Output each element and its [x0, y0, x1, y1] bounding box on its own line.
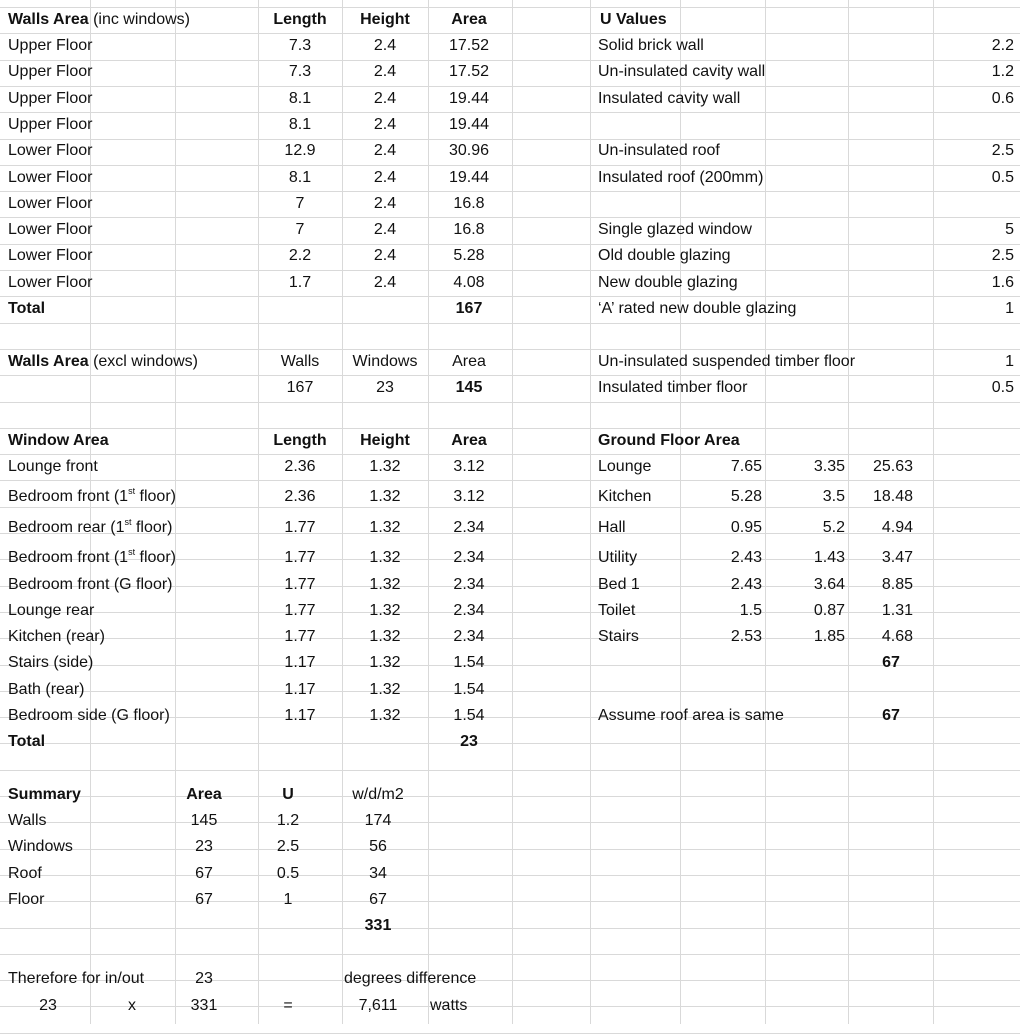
- window-location-label[interactable]: [8, 600, 258, 622]
- window-height[interactable]: 1.32: [369, 654, 401, 671]
- wall-length[interactable]: 2.2: [288, 247, 312, 264]
- window-location-label[interactable]: [8, 456, 258, 478]
- window-length[interactable]: 2.36: [284, 488, 316, 505]
- wall-height[interactable]: 2.4: [373, 221, 397, 238]
- window-area-title[interactable]: Window Area: [8, 432, 109, 449]
- room-width[interactable]: 3.35: [813, 458, 845, 475]
- wall-height[interactable]: 2.4: [373, 142, 397, 159]
- window-label-text: Bedroom front (G floor): [8, 576, 173, 593]
- calc-label[interactable]: Therefore for in/out: [8, 970, 145, 987]
- column-header-area[interactable]: Area: [451, 432, 487, 449]
- room-area[interactable]: 8.85: [881, 576, 913, 593]
- calc-times-sign[interactable]: x: [128, 997, 136, 1014]
- summary-item-label[interactable]: Floor: [8, 891, 45, 908]
- ground-floor-title[interactable]: Ground Floor Area: [598, 432, 740, 449]
- u-value-number[interactable]: 1.2: [991, 63, 1014, 80]
- summary-area[interactable]: 145: [190, 812, 218, 829]
- wall-length[interactable]: 7.3: [288, 37, 312, 54]
- window-height[interactable]: 1.32: [369, 519, 401, 536]
- wall-floor-label[interactable]: Upper Floor: [8, 90, 93, 107]
- window-length[interactable]: 1.77: [284, 549, 316, 566]
- column-header-walls[interactable]: Walls: [280, 353, 320, 370]
- wall-floor-label[interactable]: Lower Floor: [8, 221, 93, 238]
- grid-column-line: [590, 0, 591, 1024]
- wall-floor-label[interactable]: Lower Floor: [8, 247, 93, 264]
- summary-area[interactable]: 67: [195, 891, 213, 908]
- wall-floor-label[interactable]: Lower Floor: [8, 274, 93, 291]
- ordinal-suffix: st: [128, 546, 136, 557]
- window-height[interactable]: 1.32: [369, 488, 401, 505]
- column-header-height[interactable]: Height: [360, 11, 410, 28]
- walls-incl-title-bold: Walls Area: [8, 11, 89, 28]
- ground-floor-total[interactable]: 67: [882, 654, 900, 671]
- u-value-number[interactable]: 2.5: [991, 247, 1014, 264]
- roof-assumption-label[interactable]: Assume roof area is same: [598, 707, 784, 724]
- wall-length[interactable]: 7.3: [288, 63, 312, 80]
- room-label[interactable]: Toilet: [598, 602, 636, 619]
- grid-row-line: [0, 454, 1020, 455]
- grid-row-line: [0, 402, 1020, 403]
- window-label-text: Bedroom front (1: [8, 549, 129, 566]
- grid-row-line: [0, 428, 1020, 429]
- u-value-number[interactable]: 5: [1005, 221, 1014, 238]
- room-width[interactable]: 0.87: [813, 602, 845, 619]
- u-value-number[interactable]: 2.5: [991, 142, 1014, 159]
- room-width[interactable]: 1.85: [813, 628, 845, 645]
- column-header-windows[interactable]: Windows: [352, 353, 418, 370]
- wall-length[interactable]: 8.1: [288, 169, 312, 186]
- calc-degrees-label[interactable]: degrees difference: [344, 970, 477, 987]
- u-values-title[interactable]: U Values: [600, 11, 667, 28]
- window-label-text: Bedroom front (1: [8, 488, 129, 505]
- room-area[interactable]: 4.94: [881, 519, 913, 536]
- wall-area[interactable]: 19.44: [448, 169, 490, 186]
- room-label[interactable]: Lounge: [598, 458, 652, 475]
- window-height[interactable]: 1.32: [369, 549, 401, 566]
- walls-value[interactable]: 167: [286, 379, 314, 396]
- window-label-text: Bedroom side (G floor): [8, 707, 170, 724]
- window-length[interactable]: 1.77: [284, 628, 316, 645]
- window-label-text: Bedroom rear (1: [8, 519, 125, 536]
- calc-operand-degrees[interactable]: 23: [39, 997, 57, 1014]
- u-value-number[interactable]: 1: [1005, 353, 1014, 370]
- window-height[interactable]: 1.32: [369, 458, 401, 475]
- grid-row-line: [0, 770, 1020, 771]
- window-location-label[interactable]: [8, 517, 258, 539]
- wall-area[interactable]: 30.96: [448, 142, 490, 159]
- room-length[interactable]: 0.95: [730, 519, 762, 536]
- window-label-text: floor): [135, 488, 176, 505]
- room-width[interactable]: 1.43: [813, 549, 845, 566]
- grid-row-line: [0, 375, 1020, 376]
- u-value-material[interactable]: Un-insulated roof: [598, 142, 720, 159]
- room-area[interactable]: 25.63: [872, 458, 913, 475]
- summary-u-value[interactable]: 1.2: [276, 812, 300, 829]
- window-area[interactable]: 2.34: [453, 549, 485, 566]
- wall-height[interactable]: 2.4: [373, 247, 397, 264]
- window-location-label[interactable]: [8, 626, 258, 648]
- grid-row-line: [0, 954, 1020, 955]
- wall-height[interactable]: 2.4: [373, 195, 397, 212]
- summary-total[interactable]: 331: [364, 917, 392, 934]
- window-height[interactable]: 1.32: [369, 576, 401, 593]
- window-label-text: Lounge rear: [8, 602, 95, 619]
- room-width[interactable]: 3.64: [813, 576, 845, 593]
- window-length[interactable]: 1.77: [284, 602, 316, 619]
- window-height[interactable]: 1.32: [369, 681, 401, 698]
- wall-area[interactable]: 17.52: [448, 63, 490, 80]
- wall-floor-label[interactable]: Upper Floor: [8, 116, 93, 133]
- wall-floor-label[interactable]: Upper Floor: [8, 37, 93, 54]
- windows-total-label[interactable]: Total: [8, 733, 46, 750]
- u-value-number[interactable]: 1: [1005, 300, 1014, 317]
- grid-row-line: [0, 480, 1020, 481]
- window-label-text: Stairs (side): [8, 654, 94, 671]
- u-value-number[interactable]: 0.6: [991, 90, 1014, 107]
- u-value-number[interactable]: 2.2: [991, 37, 1014, 54]
- window-length[interactable]: 1.17: [284, 681, 316, 698]
- ordinal-suffix: st: [128, 485, 136, 496]
- window-area[interactable]: 3.12: [453, 488, 485, 505]
- room-length[interactable]: 2.43: [730, 576, 762, 593]
- wall-length[interactable]: 7: [295, 195, 305, 212]
- summary-header-wdm2[interactable]: w/d/m2: [352, 786, 404, 803]
- grid-row-line: [0, 7, 1020, 8]
- calc-result[interactable]: 7,611: [358, 997, 398, 1014]
- walls-incl-title[interactable]: [8, 9, 258, 31]
- room-length[interactable]: 2.43: [730, 549, 762, 566]
- walls-total-label[interactable]: Total: [8, 300, 46, 317]
- summary-wdm2[interactable]: 174: [364, 812, 392, 829]
- grid-row-line: [0, 112, 1020, 113]
- walls-total-value[interactable]: 167: [455, 300, 483, 317]
- window-length[interactable]: 1.77: [284, 576, 316, 593]
- window-area[interactable]: 2.34: [453, 519, 485, 536]
- room-width[interactable]: 5.2: [822, 519, 845, 536]
- summary-header-u[interactable]: U: [282, 786, 294, 803]
- summary-u-value[interactable]: 1: [283, 891, 293, 908]
- windows-value[interactable]: 23: [376, 379, 394, 396]
- grid-row-line: [0, 217, 1020, 218]
- window-location-label[interactable]: [8, 486, 258, 508]
- summary-item-label[interactable]: Roof: [8, 865, 42, 882]
- window-label-text: floor): [135, 549, 176, 566]
- wall-area[interactable]: 19.44: [448, 116, 490, 133]
- room-area[interactable]: 1.31: [881, 602, 913, 619]
- u-value-material[interactable]: Old double glazing: [598, 247, 731, 264]
- calc-operand-total[interactable]: 331: [190, 997, 218, 1014]
- wall-length[interactable]: 12.9: [284, 142, 316, 159]
- grid-row-line: [0, 323, 1020, 324]
- window-length[interactable]: 1.77: [284, 519, 316, 536]
- grid-column-line: [933, 0, 934, 1024]
- window-label-text: Bath (rear): [8, 681, 85, 698]
- wall-area[interactable]: 16.8: [453, 195, 485, 212]
- room-area[interactable]: 3.47: [881, 549, 913, 566]
- wall-floor-label[interactable]: Lower Floor: [8, 142, 93, 159]
- grid-row-line: [0, 33, 1020, 34]
- column-header-length[interactable]: Length: [273, 11, 327, 28]
- net-wall-area-value[interactable]: 145: [455, 379, 483, 396]
- summary-area[interactable]: 67: [195, 865, 213, 882]
- summary-u-value[interactable]: 2.5: [276, 838, 300, 855]
- room-area[interactable]: 18.48: [872, 488, 913, 505]
- column-header-area[interactable]: Area: [451, 11, 487, 28]
- window-area[interactable]: 1.54: [453, 654, 485, 671]
- window-location-label[interactable]: [8, 547, 258, 569]
- roof-area-value[interactable]: 67: [882, 707, 900, 724]
- grid-row-line: [0, 86, 1020, 87]
- window-label-text: Lounge front: [8, 458, 98, 475]
- grid-column-line: [512, 0, 513, 1024]
- summary-header-area[interactable]: Area: [186, 786, 222, 803]
- grid-row-line: [0, 165, 1020, 166]
- column-header-area[interactable]: Area: [452, 353, 486, 370]
- windows-total-value[interactable]: 23: [460, 733, 478, 750]
- u-value-number[interactable]: 0.5: [991, 169, 1014, 186]
- grid-row-line: [0, 296, 1020, 297]
- wall-height[interactable]: 2.4: [373, 169, 397, 186]
- window-location-label[interactable]: [8, 705, 258, 727]
- wall-height[interactable]: 2.4: [373, 274, 397, 291]
- window-label-text: Kitchen (rear): [8, 628, 105, 645]
- walls-excl-title-rest: (excl windows): [88, 353, 198, 370]
- room-label[interactable]: Kitchen: [598, 488, 652, 505]
- summary-wdm2[interactable]: 56: [369, 838, 387, 855]
- window-location-label[interactable]: [8, 679, 258, 701]
- wall-height[interactable]: 2.4: [373, 116, 397, 133]
- u-value-material[interactable]: Insulated cavity wall: [598, 90, 741, 107]
- u-value-material[interactable]: Solid brick wall: [598, 37, 704, 54]
- walls-incl-title-rest: (inc windows): [88, 11, 190, 28]
- room-label[interactable]: Bed 1: [598, 576, 640, 593]
- window-length[interactable]: 1.17: [284, 707, 316, 724]
- summary-wdm2[interactable]: 67: [369, 891, 387, 908]
- u-value-material[interactable]: New double glazing: [598, 274, 738, 291]
- walls-excl-title[interactable]: [8, 351, 258, 373]
- wall-height[interactable]: 2.4: [373, 90, 397, 107]
- wall-length[interactable]: 8.1: [288, 116, 312, 133]
- u-value-number[interactable]: 0.5: [991, 379, 1014, 396]
- window-area[interactable]: 2.34: [453, 576, 485, 593]
- room-width[interactable]: 3.5: [822, 488, 845, 505]
- calc-degrees[interactable]: 23: [195, 970, 213, 987]
- grid-column-line: [342, 0, 343, 1024]
- wall-floor-label[interactable]: Lower Floor: [8, 195, 93, 212]
- window-area[interactable]: 1.54: [453, 681, 485, 698]
- grid-row-line: [0, 270, 1020, 271]
- summary-u-value[interactable]: 0.5: [276, 865, 300, 882]
- window-area[interactable]: 2.34: [453, 602, 485, 619]
- wall-area[interactable]: 17.52: [448, 37, 490, 54]
- wall-length[interactable]: 8.1: [288, 90, 312, 107]
- room-label[interactable]: Hall: [598, 519, 626, 536]
- u-value-material[interactable]: Single glazed window: [598, 221, 752, 238]
- walls-excl-title-bold: Walls Area: [8, 353, 89, 370]
- window-height[interactable]: 1.32: [369, 628, 401, 645]
- room-length[interactable]: 1.5: [739, 602, 762, 619]
- wall-height[interactable]: 2.4: [373, 37, 397, 54]
- summary-title[interactable]: Summary: [8, 786, 81, 803]
- window-label-text: floor): [131, 519, 173, 536]
- calc-equals-sign[interactable]: =: [283, 997, 293, 1014]
- summary-wdm2[interactable]: 34: [369, 865, 387, 882]
- wall-area[interactable]: 4.08: [453, 274, 485, 291]
- room-label[interactable]: Stairs: [598, 628, 639, 645]
- u-value-material[interactable]: Insulated roof (200mm): [598, 169, 764, 186]
- grid-row-line: [0, 928, 1020, 929]
- room-length[interactable]: 7.65: [730, 458, 762, 475]
- window-area[interactable]: 2.34: [453, 628, 485, 645]
- window-height[interactable]: 1.32: [369, 707, 401, 724]
- summary-item-label[interactable]: Windows: [8, 838, 73, 855]
- wall-length[interactable]: 7: [295, 221, 305, 238]
- u-value-material[interactable]: Un-insulated suspended timber floor: [598, 353, 856, 370]
- wall-height[interactable]: 2.4: [373, 63, 397, 80]
- room-area[interactable]: 4.68: [881, 628, 913, 645]
- grid-column-line: [428, 0, 429, 1024]
- wall-length[interactable]: 1.7: [288, 274, 312, 291]
- u-value-material[interactable]: Un-insulated cavity wall: [598, 63, 766, 80]
- window-area[interactable]: 3.12: [453, 458, 485, 475]
- wall-area[interactable]: 19.44: [448, 90, 490, 107]
- grid-column-line: [258, 0, 259, 1024]
- u-value-material[interactable]: Insulated timber floor: [598, 379, 748, 396]
- calc-unit[interactable]: watts: [430, 997, 468, 1014]
- summary-area[interactable]: 23: [195, 838, 213, 855]
- window-location-label[interactable]: [8, 652, 258, 674]
- room-label[interactable]: Utility: [598, 549, 638, 566]
- ordinal-suffix: st: [124, 516, 132, 527]
- summary-item-label[interactable]: Walls: [8, 812, 47, 829]
- window-location-label[interactable]: [8, 574, 258, 596]
- window-length[interactable]: 1.17: [284, 654, 316, 671]
- room-length[interactable]: 2.53: [730, 628, 762, 645]
- u-value-number[interactable]: 1.6: [991, 274, 1014, 291]
- u-value-material[interactable]: ‘A’ rated new double glazing: [598, 300, 797, 317]
- window-area[interactable]: 1.54: [453, 707, 485, 724]
- wall-area[interactable]: 5.28: [453, 247, 485, 264]
- window-length[interactable]: 2.36: [284, 458, 316, 475]
- grid-row-line: [0, 191, 1020, 192]
- window-height[interactable]: 1.32: [369, 602, 401, 619]
- column-header-length[interactable]: Length: [273, 432, 327, 449]
- room-length[interactable]: 5.28: [730, 488, 762, 505]
- wall-floor-label[interactable]: Upper Floor: [8, 63, 93, 80]
- wall-area[interactable]: 16.8: [453, 221, 485, 238]
- column-header-height[interactable]: Height: [360, 432, 410, 449]
- wall-floor-label[interactable]: Lower Floor: [8, 169, 93, 186]
- grid-row-line: [0, 349, 1020, 350]
